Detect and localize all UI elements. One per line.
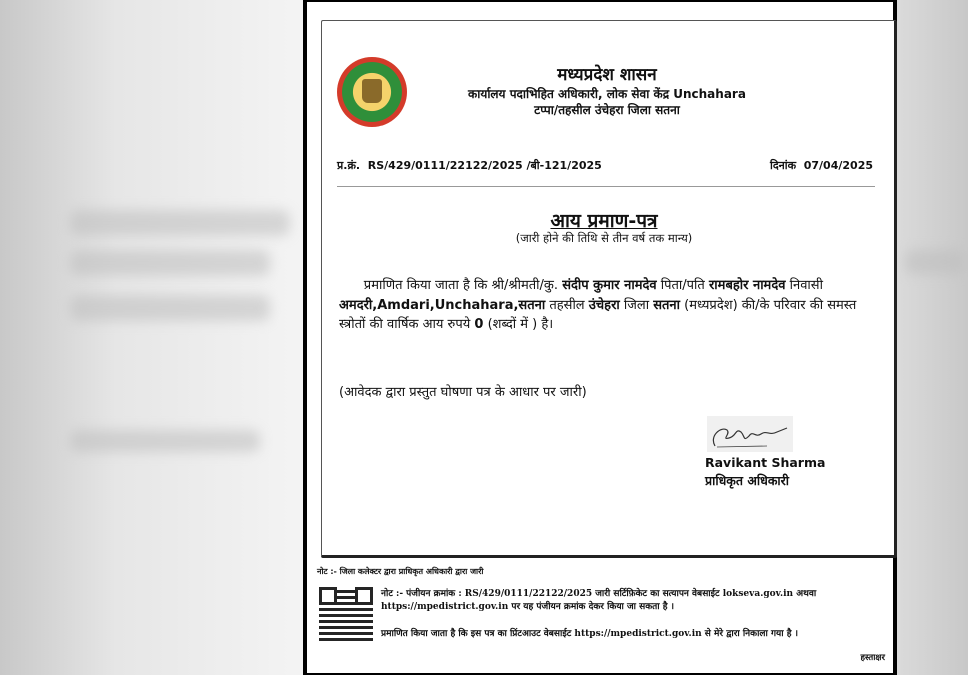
issue-date xyxy=(707,158,873,173)
blurred-text xyxy=(70,210,290,236)
paper xyxy=(307,2,893,673)
body-relation: पिता/पति xyxy=(660,278,705,293)
signature-label: हस्ताक्षर xyxy=(860,653,885,663)
address: अमदरी,Amdari,Unchahara,सतना xyxy=(339,297,546,313)
signatory-name: Ravikant Sharma xyxy=(705,455,826,470)
header-location: टप्पा/तहसील उंचेहरा जिला सतना xyxy=(534,103,680,117)
footer-note-printout: प्रमाणित किया जाता है कि इस पत्र का प्रिंटआउट वेबसाईट https://mpedistrict.gov.in से मेरे द्वारा निकाला गया है । xyxy=(381,629,799,639)
blurred-text xyxy=(70,250,270,276)
header-office: कार्यालय पदाभिहित अधिकारी, लोक सेवा केंद्र Unchahara xyxy=(468,87,746,101)
certificate-validity: (जारी होने की तिथि से तीन वर्ष तक मान्य) xyxy=(515,231,693,245)
date-label: दिनांक xyxy=(769,159,797,172)
footer-note-authorization: नोट :- जिला कलेक्टर द्वारा प्राधिकृत अधिकारी द्वारा जारी xyxy=(317,567,484,576)
blurred-text xyxy=(70,430,260,452)
body-district: जिला xyxy=(623,297,650,313)
body-state: (मध्यप्रदेश) की/के परिवार की समस्त स्त्रोतों की वार्षिक आय रुपये xyxy=(339,297,857,332)
income-value: 0 xyxy=(474,317,484,332)
reference-value: RS/429/0111/22122/2025 /बी-121/2025 xyxy=(367,159,602,172)
date-value: 07/04/2025 xyxy=(803,159,873,172)
signature-image xyxy=(707,416,793,452)
reference-label: प्र.क्रं. xyxy=(337,159,361,172)
tehsil: उंचेहरा xyxy=(588,297,620,313)
district: सतना xyxy=(653,297,681,313)
footer-note-verification: नोट :- पंजीयन क्रमांक : RS/429/0111/22122/2025 जारी सर्टिफ़िकेट का सत्यापन वेबसाईट lokseva.gov.in अथवा https://mpedistrict.gov.in पर यह पंजीयन क्रमांक देकर किया जा सकता है । xyxy=(381,589,817,612)
body-resident: निवासी xyxy=(789,278,823,293)
signatory-designation: प्राधिकृत अधिकारी xyxy=(705,473,790,488)
header-title: मध्यप्रदेश शासन xyxy=(557,65,657,85)
divider xyxy=(337,186,875,187)
qr-code-icon xyxy=(319,587,373,641)
header xyxy=(427,64,787,118)
body-end: (शब्दों में ) है। xyxy=(487,317,554,332)
body-intro: प्रमाणित किया जाता है कि श्री/श्रीमती/कु. xyxy=(363,278,559,293)
body-tehsil: तहसील xyxy=(549,297,585,313)
mp-government-seal-icon xyxy=(337,57,407,127)
signature-icon xyxy=(707,416,793,452)
blurred-text xyxy=(70,295,270,321)
certificate-body xyxy=(339,276,875,335)
applicant-name: संदीप कुमार नामदेव xyxy=(562,278,657,293)
applicant-declaration-note: (आवेदक द्वारा प्रस्तुत घोषणा पत्र के आधार पर जारी) xyxy=(339,385,587,400)
father-name: रामबहोर नामदेव xyxy=(708,278,786,293)
certificate-page xyxy=(303,0,897,675)
certificate-title: आय प्रमाण-पत्र xyxy=(550,210,658,232)
reference-number xyxy=(337,158,602,173)
blurred-text xyxy=(905,250,965,274)
